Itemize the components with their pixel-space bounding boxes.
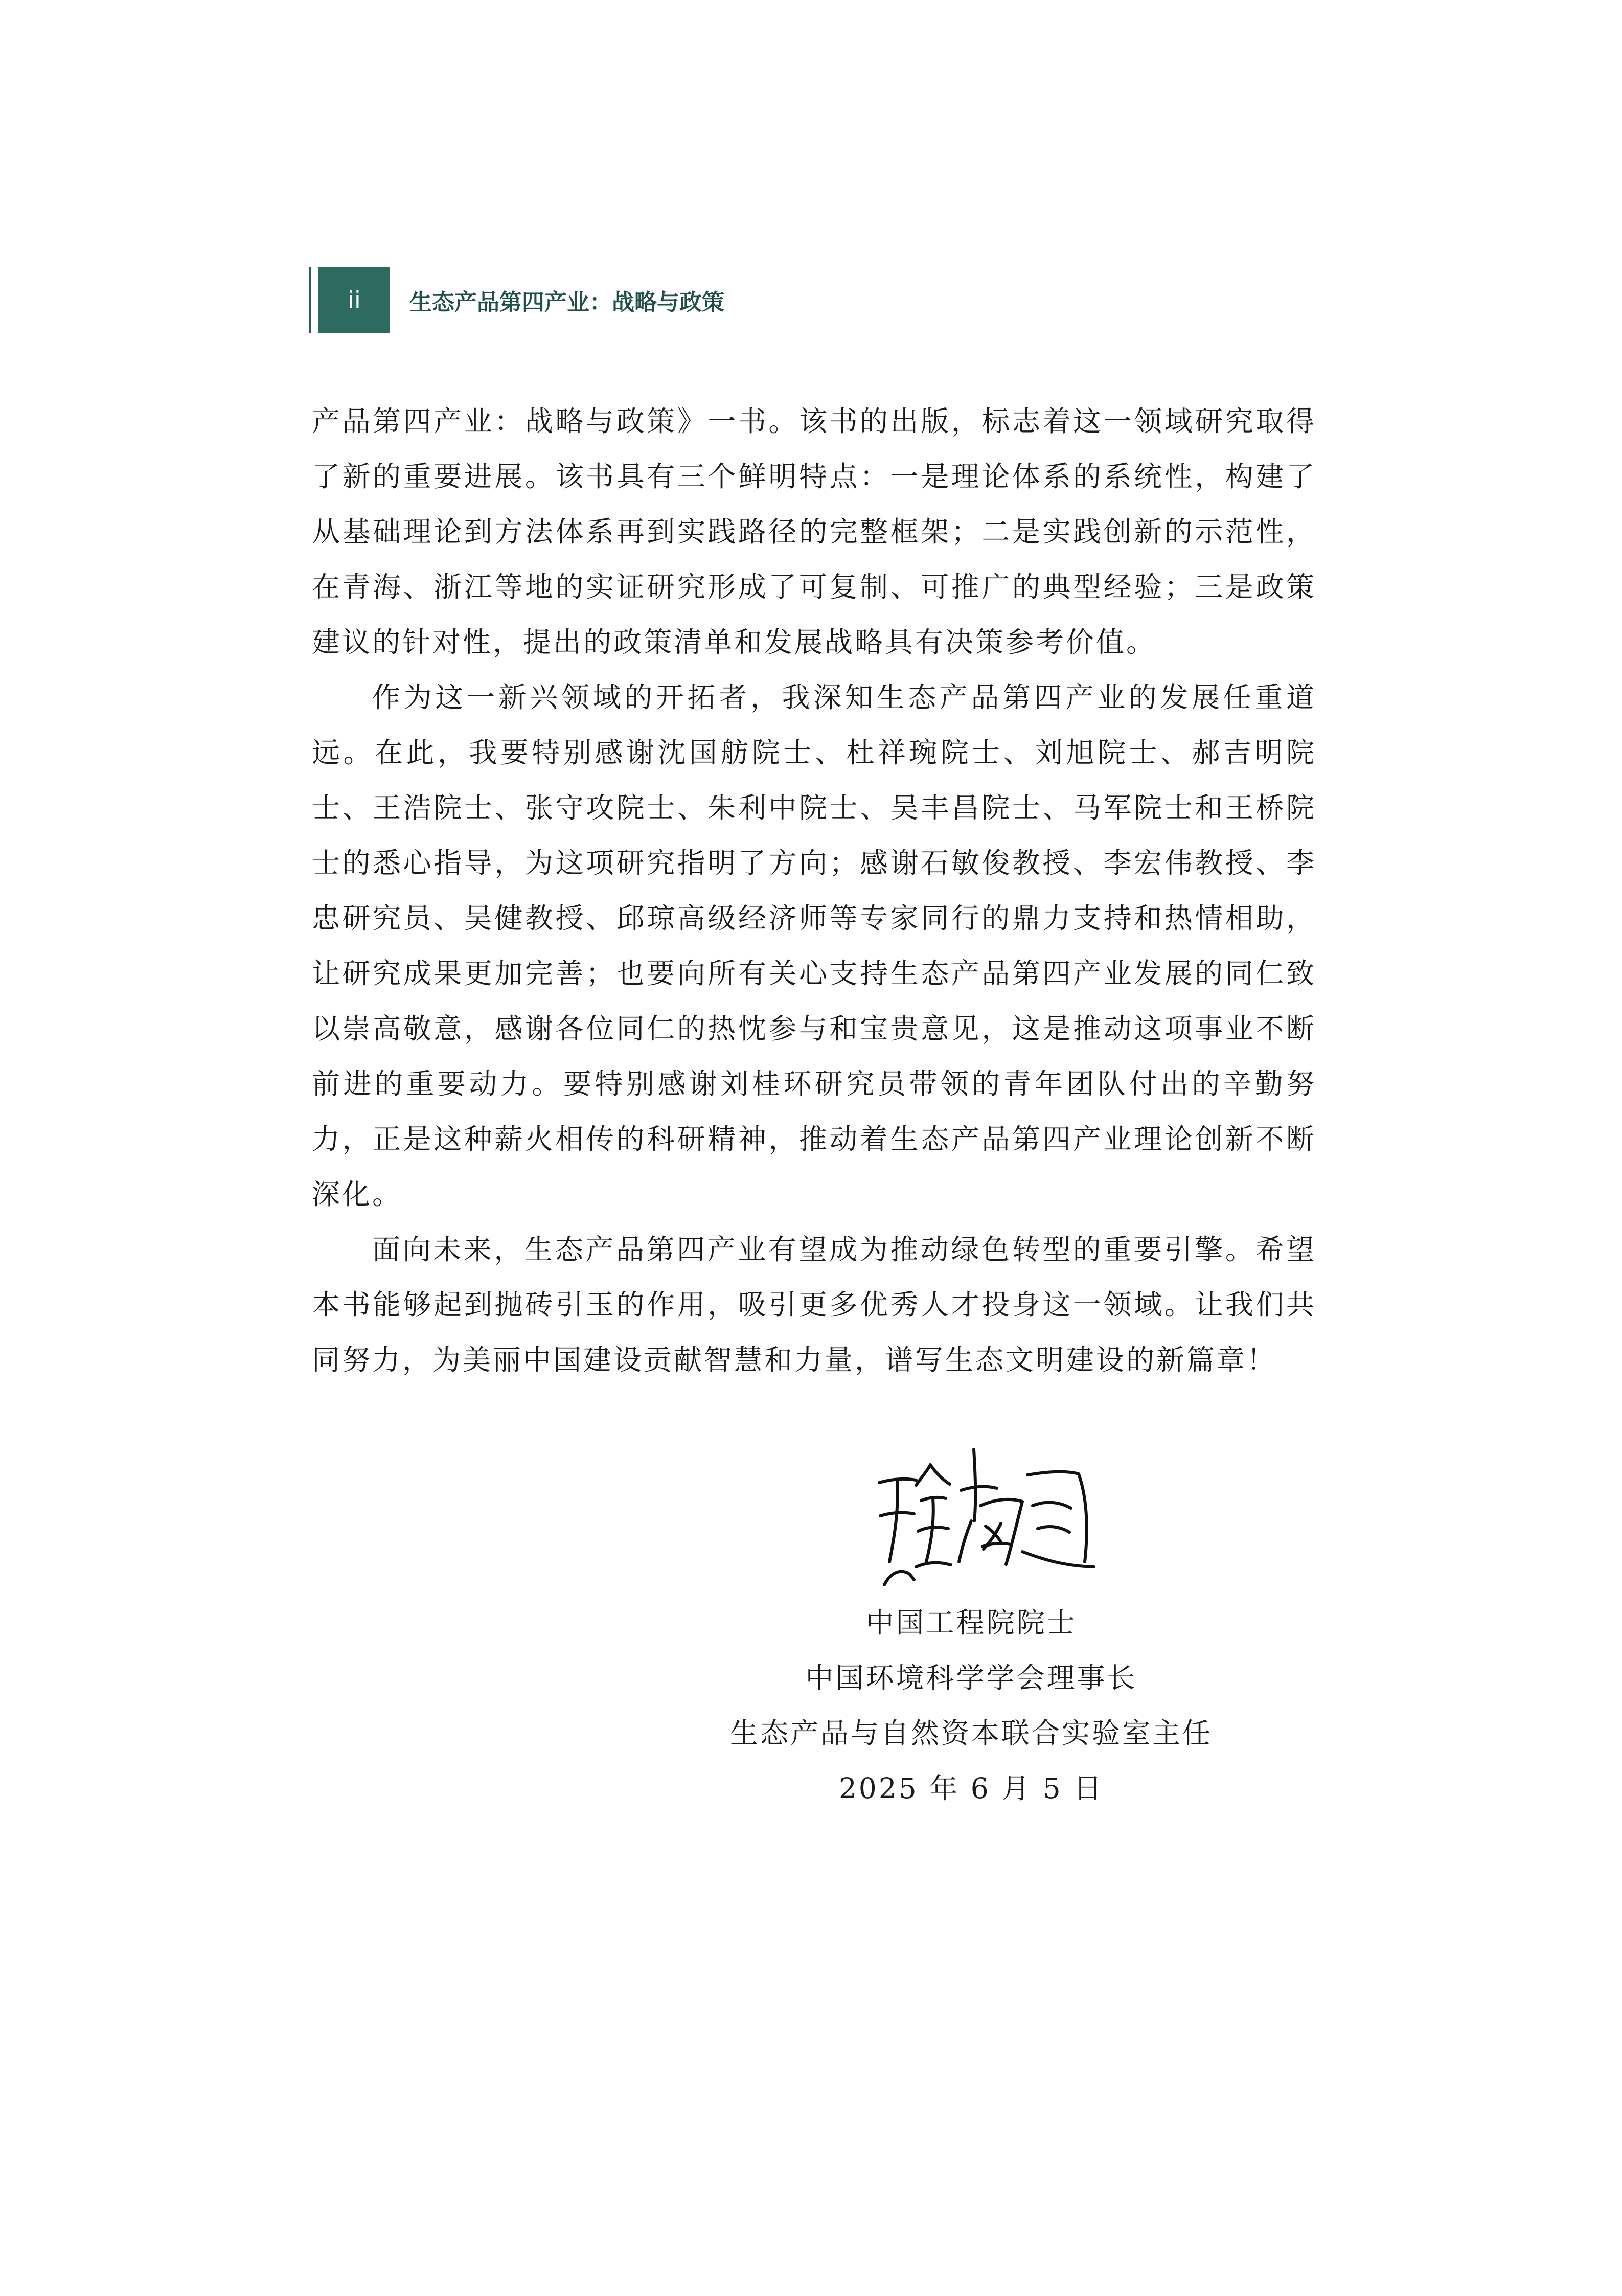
paragraph-acknowledgements: 作为这一新兴领域的开拓者，我深知生态产品第四产业的发展任重道远。在此，我要特别感谢沈国舫院士、杜祥琬院士、刘旭院士、郝吉明院士、王浩院士、张守攻院士、朱利中院士、吴丰昌院士、马军院士和王桥院士的悉心指导，为这项研究指明了方向；感谢石敏俊教授、李宏伟教授、李忠研究员、吴健教授、邱琼高级经济师等专家同行的鼎力支持和热情相助，让研究成果更加完善；也要向所有关心支持生态产品第四产业发展的同仁致以崇高敬意，感谢各位同仁的热忱参与和宝贵意见，这是推动这项事业不断前进的重要动力。要特别感谢刘桂环研究员带领的青年团队付出的辛勤努力，正是这种薪火相传的科研精神，推动着生态产品第四产业理论创新不断深化。	[312, 681, 1316, 1211]
signer-title: 生态产品与自然资本联合实验室主任	[729, 1717, 1213, 1749]
running-header	[309, 267, 724, 333]
header-rule	[309, 267, 311, 333]
signature-date: 2025 年 6 月 5 日	[838, 1772, 1104, 1805]
paragraph-continuation: 产品第四产业：战略与政策》一书。该书的出版，标志着这一领域研究取得了新的重要进展。该书具有三个鲜明特点：一是理论体系的系统性，构建了从基础理论到方法体系再到实践路径的完整框架；二是实践创新的示范性，在青海、浙江等地的实证研究形成了可复制、可推广的典型经验；三是政策建议的针对性，提出的政策清单和发展战略具有决策参考价值。	[312, 405, 1316, 658]
signer-title: 中国工程院院士	[865, 1606, 1077, 1639]
running-title: 生态产品第四产业：战略与政策	[409, 289, 724, 315]
signer-title: 中国环境科学学会理事长	[805, 1662, 1137, 1694]
body-text	[312, 394, 1316, 1388]
page-number: ii	[318, 267, 390, 333]
paragraph-outlook: 面向未来，生态产品第四产业有望成为推动绿色转型的重要引擎。希望本书能够起到抛砖引玉的作用，吸引更多优秀人才投身这一领域。让我们共同努力，为美丽中国建设贡献智慧和力量，谱写生态文明建设的新篇章！	[312, 1233, 1316, 1376]
signature-block	[705, 1595, 1237, 1816]
handwritten-signature	[869, 1444, 1104, 1593]
